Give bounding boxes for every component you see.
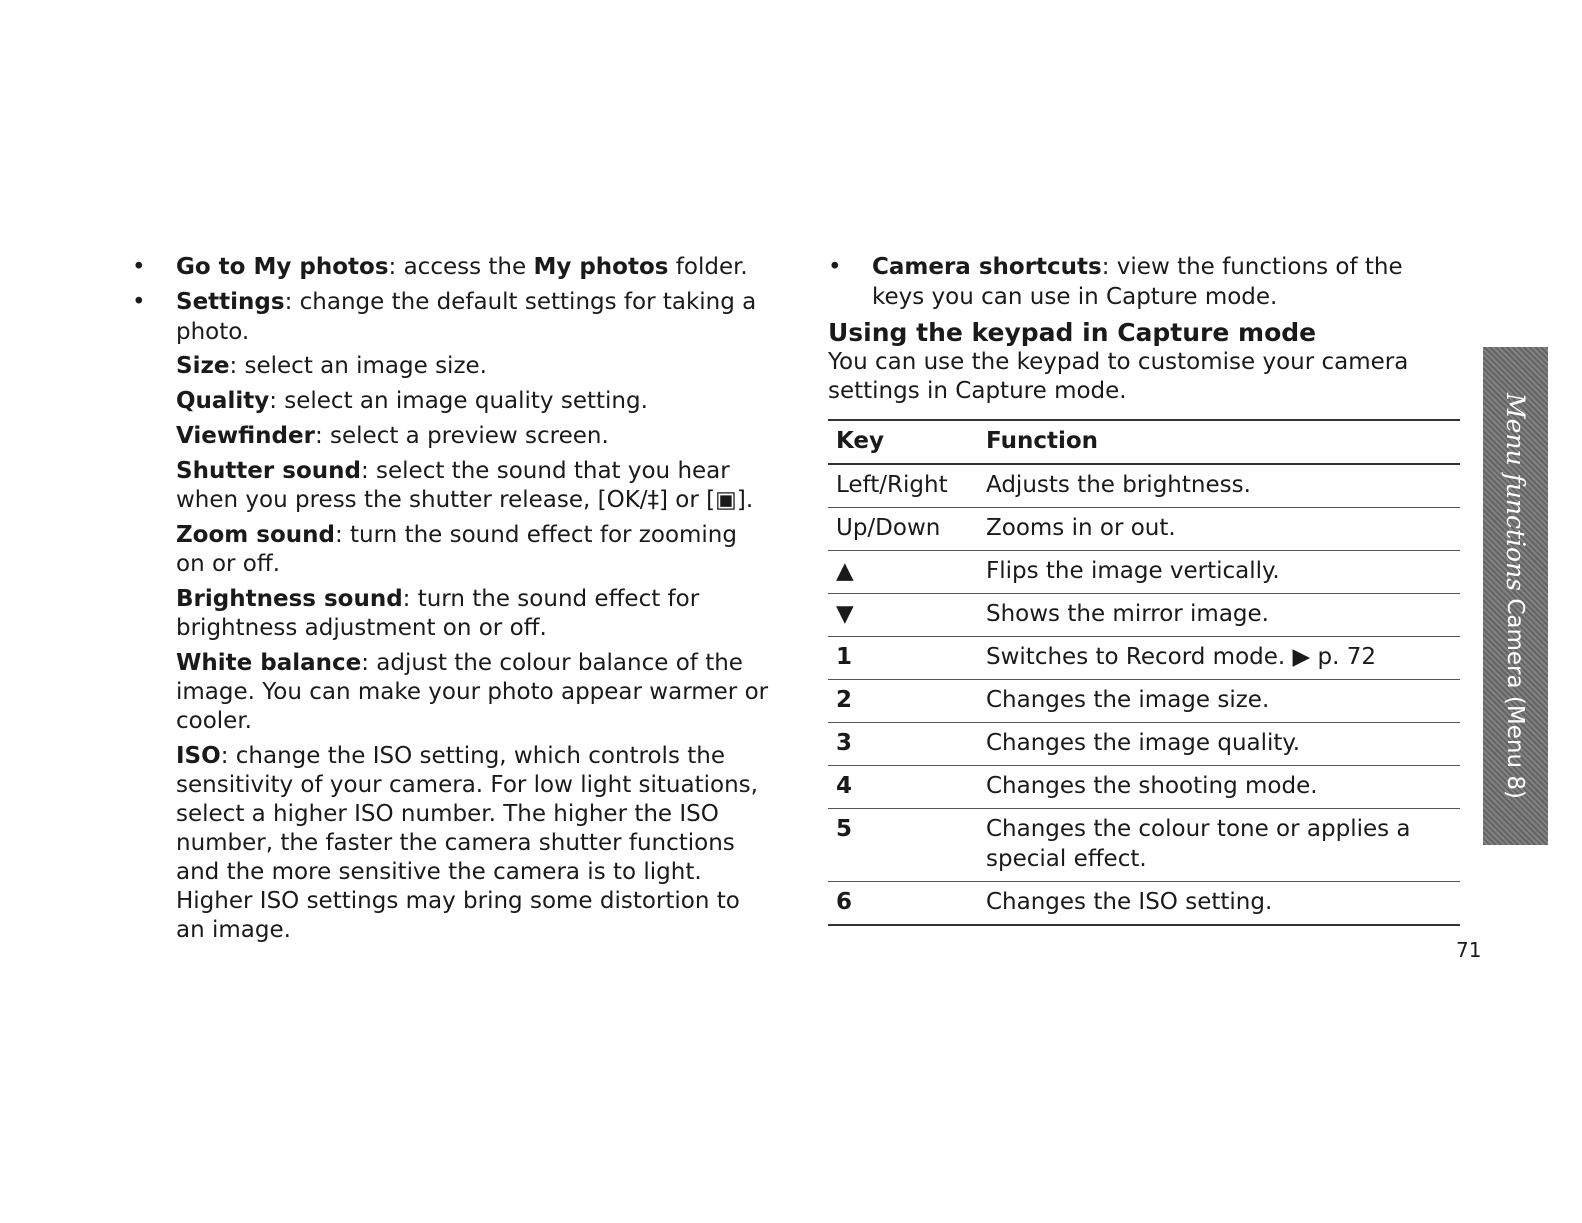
setting-text: : adjust the colour balance of the image. You can make your photo appear warmer or cooler. xyxy=(176,650,769,734)
setting-viewfinder xyxy=(132,422,772,451)
table-row xyxy=(828,508,1460,551)
setting-label: Brightness sound xyxy=(176,586,403,612)
setting-zoom-sound xyxy=(132,521,772,579)
chapter-side-tab xyxy=(1483,347,1548,845)
setting-text: : select a preview screen. xyxy=(314,423,609,449)
function-cell: Zooms in or out. xyxy=(978,508,1460,551)
side-tab-text xyxy=(1501,393,1530,799)
table-row xyxy=(828,464,1460,508)
table-row xyxy=(828,594,1460,637)
setting-text: : turn the sound effect for zooming on or off. xyxy=(176,522,737,577)
bullet-marker: • xyxy=(828,254,842,280)
side-tab-section: Camera (Menu 8) xyxy=(1502,598,1528,799)
setting-brightness-sound xyxy=(132,585,772,643)
setting-label: Quality xyxy=(176,388,270,414)
item-label: Camera shortcuts xyxy=(872,254,1102,280)
left-column xyxy=(132,252,772,951)
function-cell: Shows the mirror image. xyxy=(978,594,1460,637)
bullet-camera-shortcuts xyxy=(828,252,1460,312)
function-cell: Changes the shooting mode. xyxy=(978,766,1460,809)
page-number: 71 xyxy=(1456,938,1482,962)
bullet-marker: • xyxy=(132,289,146,315)
key-cell: 1 xyxy=(828,637,978,680)
setting-text: : change the ISO setting, which controls the sensitivity of your camera. For low light situations, select a higher ISO number. The higher the ISO number, the faster the camera shutter functions and the more sensitive the camera is to light. Higher ISO settings may bring some distortion to an image. xyxy=(176,743,758,943)
setting-text: : select the sound that you hear when you press the shutter release, [OK/‡] or [▣]. xyxy=(176,458,754,513)
function-cell: Changes the ISO setting. xyxy=(978,882,1460,926)
function-cell: Adjusts the brightness. xyxy=(978,464,1460,508)
function-cell: Flips the image vertically. xyxy=(978,551,1460,594)
setting-text: : turn the sound effect for brightness adjustment on or off. xyxy=(176,586,700,641)
item-text: folder. xyxy=(668,254,748,280)
item-inline-bold: My photos xyxy=(533,254,669,280)
key-cell: Up/Down xyxy=(828,508,978,551)
section-heading: Using the keypad in Capture mode xyxy=(828,318,1317,347)
setting-quality xyxy=(132,387,772,416)
table-row xyxy=(828,766,1460,809)
setting-text: : select an image quality setting. xyxy=(269,388,648,414)
item-label: Go to My photos xyxy=(176,254,389,280)
function-cell: Switches to Record mode. ▶ p. 72 xyxy=(978,637,1460,680)
table-row xyxy=(828,680,1460,723)
key-cell: 6 xyxy=(828,882,978,926)
key-cell: 4 xyxy=(828,766,978,809)
setting-shutter-sound xyxy=(132,457,772,515)
section-intro: You can use the keypad to customise your camera settings in Capture mode. xyxy=(828,349,1409,404)
bullet-settings xyxy=(132,287,772,347)
key-cell: Left/Right xyxy=(828,464,978,508)
key-cell-down-icon: ▼ xyxy=(828,594,978,637)
keypad-table xyxy=(828,419,1460,926)
setting-label: Size xyxy=(176,353,230,379)
right-column xyxy=(828,252,1460,926)
table-row xyxy=(828,809,1460,882)
key-cell: 3 xyxy=(828,723,978,766)
function-cell: Changes the colour tone or applies a special effect. xyxy=(978,809,1460,882)
item-text: : change the default settings for taking a photo. xyxy=(176,289,757,345)
setting-text: : select an image size. xyxy=(229,353,487,379)
side-tab-chapter: Menu functions xyxy=(1501,393,1530,592)
column-header-key: Key xyxy=(828,420,978,464)
bullet-go-to-my-photos xyxy=(132,252,772,282)
setting-iso xyxy=(132,742,772,945)
setting-label: White balance xyxy=(176,650,362,676)
key-cell: 5 xyxy=(828,809,978,882)
item-text: : view the functions of the keys you can use in Capture mode. xyxy=(872,254,1403,310)
item-label: Settings xyxy=(176,289,285,315)
bullet-marker: • xyxy=(132,254,146,280)
item-text: : access the xyxy=(388,254,534,280)
setting-label: Viewfinder xyxy=(176,423,315,449)
table-row xyxy=(828,551,1460,594)
function-cell: Changes the image quality. xyxy=(978,723,1460,766)
key-cell-up-icon: ▲ xyxy=(828,551,978,594)
key-cell: 2 xyxy=(828,680,978,723)
setting-white-balance xyxy=(132,649,772,736)
table-row xyxy=(828,723,1460,766)
table-row xyxy=(828,637,1460,680)
function-cell: Changes the image size. xyxy=(978,680,1460,723)
setting-size xyxy=(132,352,772,381)
table-row xyxy=(828,882,1460,926)
column-header-function: Function xyxy=(978,420,1460,464)
table-header-row xyxy=(828,420,1460,464)
setting-label: Shutter sound xyxy=(176,458,361,484)
setting-label: Zoom sound xyxy=(176,522,335,548)
setting-label: ISO xyxy=(176,743,221,769)
